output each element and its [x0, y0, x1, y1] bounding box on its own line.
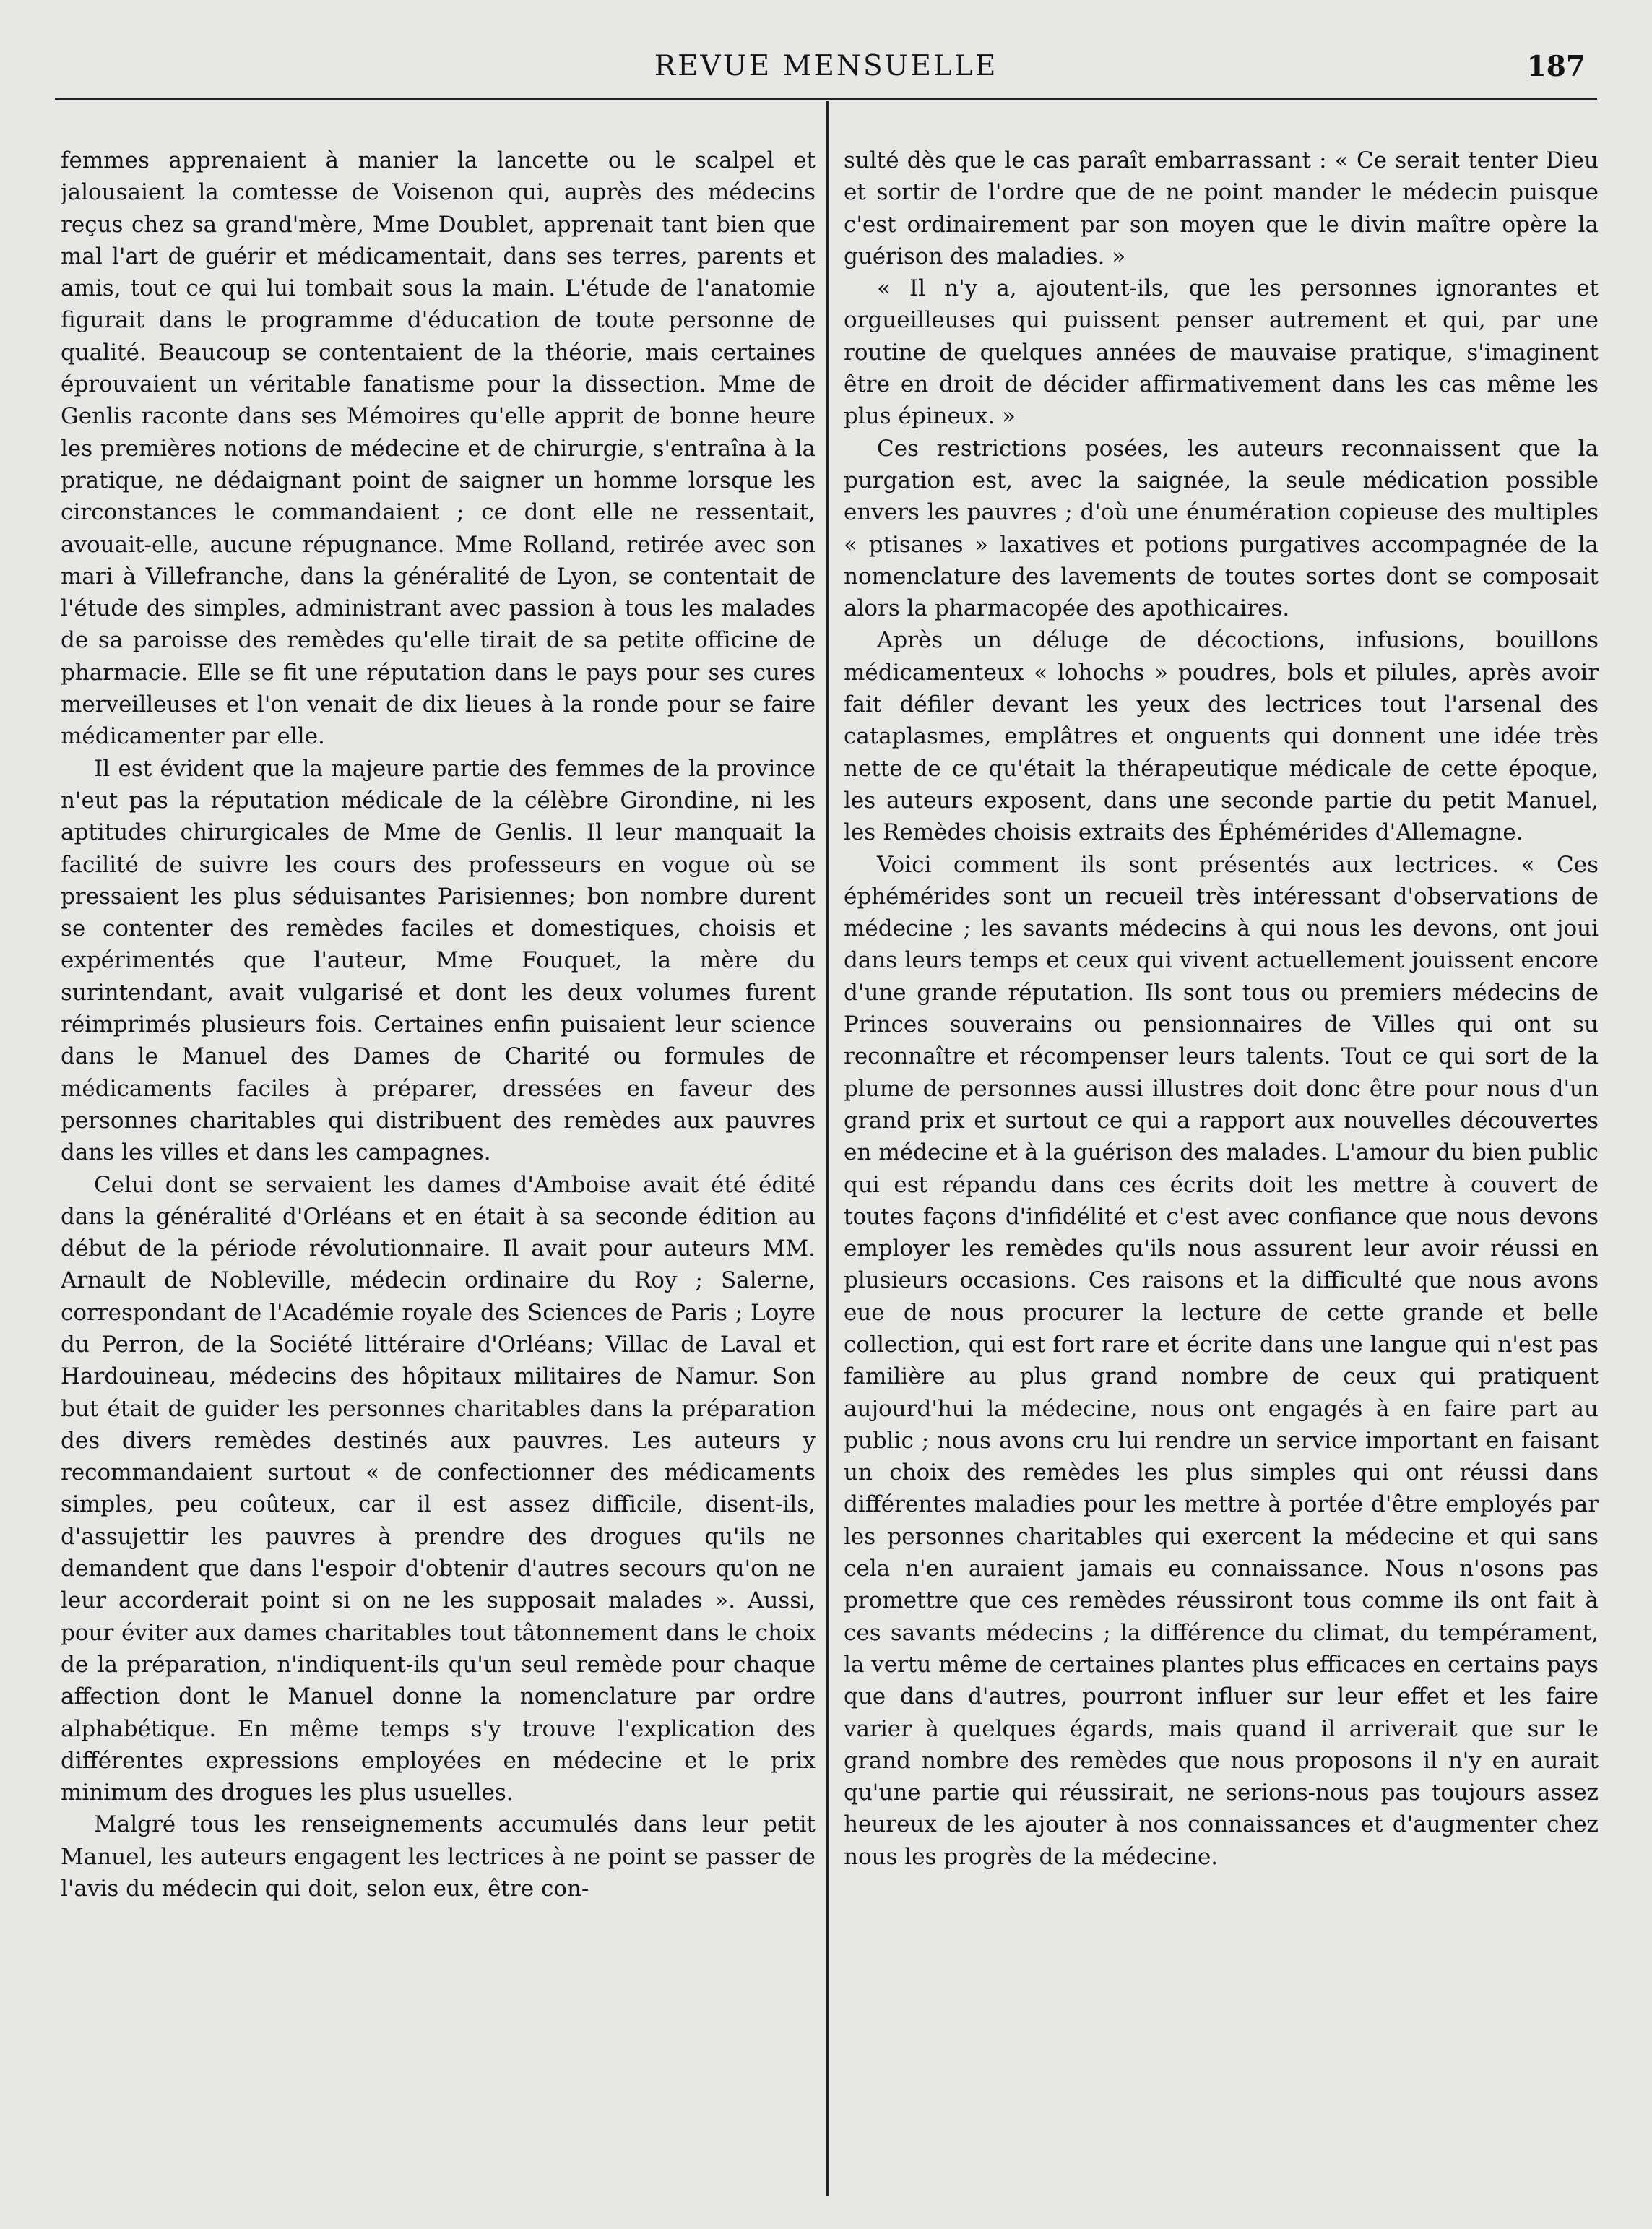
- right-paragraph-2: « Il n'y a, ajoutent-ils, que les personnes ignorantes et orgueilleuses qui puissent penser autrement et qui, par une routine de quelques années de mauvaise pratique, s'imaginent être en droit de décider affirmativement dans les cas même les plus épineux. »: [844, 275, 1599, 430]
- running-title: REVUE MENSUELLE: [654, 50, 998, 82]
- column-divider: [826, 101, 829, 2196]
- left-paragraph-4: Malgré tous les renseignements accumulés dans leur petit Manuel, les auteurs engagent les lectrices à ne point se passer de l'avis du médecin qui doit, selon eux, être con-: [61, 1811, 816, 1902]
- right-paragraph-3: Ces restrictions posées, les auteurs reconnaissent que la purgation est, avec la saignée, la seule médication possible envers les pauvres ; d'où une énumération copieuse des multiples « ptisanes » laxatives et potions purgatives accompagnée de la nomenclature des lavements de toutes sortes dont se composait alors la pharmacopée des apothicaires.: [844, 435, 1599, 622]
- page-number: 187: [1526, 50, 1586, 83]
- right-paragraph-4: Après un déluge de décoctions, infusions, bouillons médicamenteux « lohochs » poudres, bols et pilules, après avoir fait défiler devant les yeux des lectrices tout l'arsenal des cataplasmes, emplâtres et onguents qui donnent une idée très nette de ce qu'était la thérapeutique médicale de cette époque, les auteurs exposent, dans une seconde partie du petit Manuel, les Remèdes choisis extraits des Éphémérides d'Allemagne.: [844, 627, 1599, 846]
- left-column: [61, 145, 816, 2196]
- left-paragraph-2: Il est évident que la majeure partie des femmes de la province n'eut pas la réputation médicale de la célèbre Girondine, ni les aptitudes chirurgicales de Mme de Genlis. Il leur manquait la facilité de suivre les cours des professeurs en vogue où se pressaient les plus séduisantes Parisiennes; bon nombre durent se contenter des remèdes faciles et domestiques, choisis et expérimentés que l'auteur, Mme Fouquet, la mère du surintendant, avait vulgarisé et dont les deux volumes furent réimprimés plusieurs fois. Certaines enfin puisaient leur science dans le Manuel des Dames de Charité ou formules de médicaments faciles à préparer, dressées en faveur des personnes charitables qui distribuent des remèdes aux pauvres dans les villes et dans les campagnes.: [61, 755, 816, 1166]
- right-paragraph-5: Voici comment ils sont présentés aux lectrices. « Ces éphémérides sont un recueil très intéressant d'observations de médecine ; les savants médecins à qui nous les devons, ont joui dans leurs temps et ceux qui vivent actuellement jouissent encore d'une grande réputation. Ils sont tous ou premiers médecins de Princes souverains ou pensionnaires de Villes qui ont su reconnaître et récompenser leurs talents. Tout ce qui sort de la plume de personnes aussi illustres doit donc être pour nous d'un grand prix et surtout ce qui a rapport aux nouvelles découvertes en médecine et à la guérison des malades. L'amour du bien public qui est répandu dans ces écrits doit les mettre à couvert de toutes façons d'infidélité et c'est avec confiance que nous devons employer les remèdes qu'ils nous assurent leur avoir réussi en plusieurs occasions. Ces raisons et la difficulté que nous avons eue de nous procurer la lecture de cette grande et belle collection, qui est fort rare et écrite dans une langue qui n'est pas familière au plus grand nombre de ceux qui pratiquent aujourd'hui la médecine, nous ont engagés à en faire part au public ; nous avons cru lui rendre un service important en faisant un choix des remèdes les plus simples qui ont réussi dans différentes maladies pour les mettre à portée d'être employés par les personnes charitables qui exercent la médecine et qui sans cela n'en auraient jamais eu connaissance. Nous n'osons pas promettre que ces remèdes réussiront tous comme ils ont fait à ces savants médecins ; la différence du climat, du tempérament, la vertu même de certaines plantes plus efficaces en certains pays que dans d'autres, pourront influer sur leur effet et les faire varier à quelques égards, mais quand il arriverait que sur le grand nombre des remèdes que nous proposons il n'y en aurait qu'une partie qui réussirait, ne serions-nous pas toujours assez heureux de les ajouter à nos connaissances et d'augmenter chez nous les progrès de la médecine.: [844, 851, 1599, 1870]
- right-paragraph-1: sulté dès que le cas paraît embarrassant : « Ce serait tenter Dieu et sortir de l'ordre que de ne point mander le médecin puisque c'est ordinairement par son moyen que le divin maître opère la guérison des maladies. »: [844, 147, 1599, 270]
- left-paragraph-1: femmes apprenaient à manier la lancette ou le scalpel et jalousaient la comtesse de Voisenon qui, auprès des médecins reçus chez sa grand'mère, Mme Doublet, apprenait tant bien que mal l'art de guérir et médicamentait, dans ses terres, parents et amis, tout ce qui lui tombait sous la main. L'étude de l'anatomie figurait dans le programme d'éducation de toute personne de qualité. Beaucoup se contentaient de la théorie, mais certaines éprouvaient un véritable fanatisme pour la dissection. Mme de Genlis raconte dans ses Mémoires qu'elle apprit de bonne heure les premières notions de médecine et de chirurgie, s'entraîna à la pratique, ne dédaignant point de saigner un homme lorsque les circonstances le commandaient ; ce dont elle ne ressentait, avouait-elle, aucune répugnance. Mme Rolland, retirée avec son mari à Villefranche, dans la généralité de Lyon, se contentait de l'étude des simples, administrant avec passion à tous les malades de sa paroisse des remèdes qu'elle tirait de sa petite officine de pharmacie. Elle se fit une réputation dans le pays pour ses cures merveilleuses et l'on venait de dix lieues à la ronde pour se faire médicamenter par elle.: [61, 147, 816, 750]
- left-paragraph-3: Celui dont se servaient les dames d'Amboise avait été édité dans la généralité d'Orléans et en était à sa seconde édition au début de la période révolutionnaire. Il avait pour auteurs MM. Arnault de Nobleville, médecin ordinaire du Roy ; Salerne, correspondant de l'Académie royale des Sciences de Paris ; Loyre du Perron, de la Société littéraire d'Orléans; Villac de Laval et Hardouineau, médecins des hôpitaux militaires de Namur. Son but était de guider les personnes charitables dans la préparation des divers remèdes destinés aux pauvres. Les auteurs y recommandaient surtout « de confectionner des médicaments simples, peu coûteux, car il est assez difficile, disent-ils, d'assujettir les pauvres à prendre des drogues qu'ils ne demandent que dans l'espoir d'obtenir d'autres secours qu'on ne leur accorderait point si on ne les supposait malades ». Aussi, pour éviter aux dames charitables tout tâtonnement dans le choix de la préparation, n'indiquent-ils qu'un seul remède pour chaque affection dont le Manuel donne la nomenclature par ordre alphabétique. En même temps s'y trouve l'explication des différentes expressions employées en médecine et le prix minimum des drogues les plus usuelles.: [61, 1171, 816, 1806]
- right-column: [844, 145, 1599, 2196]
- page-header: [0, 45, 1652, 88]
- header-rule: [55, 98, 1597, 100]
